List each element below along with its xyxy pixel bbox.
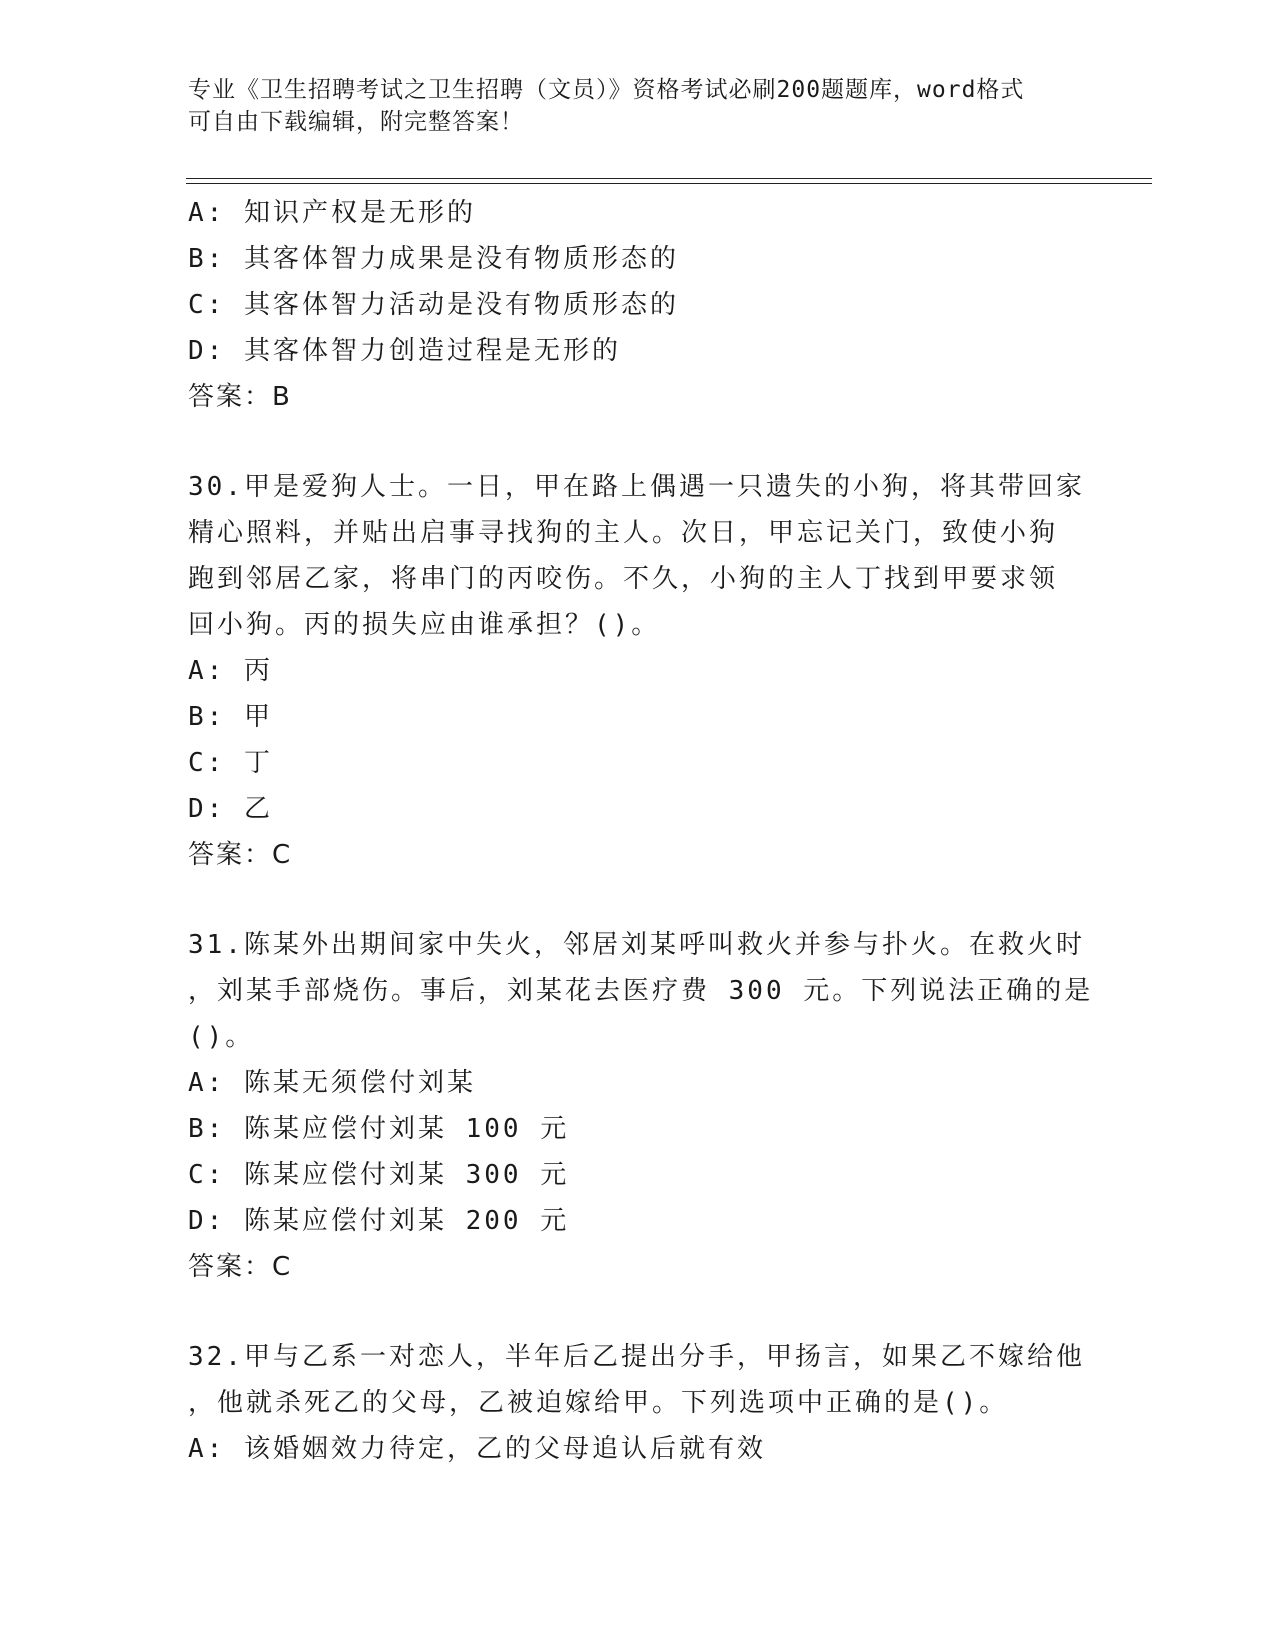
- question-block: [188, 190, 1088, 420]
- option-a: A: 知识产权是无形的: [188, 198, 476, 228]
- option-b: B: 甲: [188, 702, 273, 732]
- document-header: [188, 74, 1088, 138]
- question-stem-line: 31.陈某外出期间家中失火，邻居刘某呼叫救火并参与扑火。在救火时: [188, 930, 1085, 960]
- option-a: A: 该婚姻效力待定，乙的父母追认后就有效: [188, 1434, 766, 1464]
- question-stem-line: 32.甲与乙系一对恋人，半年后乙提出分手，甲扬言，如果乙不嫁给他: [188, 1342, 1085, 1372]
- answer-line: 答案：C: [188, 1252, 293, 1282]
- question-stem-line: ()。: [188, 1022, 255, 1052]
- question-stem-line: 30.甲是爱狗人士。一日，甲在路上偶遇一只遗失的小狗，将其带回家: [188, 472, 1085, 502]
- question-block: [188, 1334, 1088, 1472]
- option-c: C: 陈某应偿付刘某 300 元: [188, 1160, 570, 1190]
- option-c: C: 其客体智力活动是没有物质形态的: [188, 290, 679, 320]
- question-stem-line: 精心照料，并贴出启事寻找狗的主人。次日，甲忘记关门，致使小狗: [188, 518, 1059, 548]
- header-divider-top: [186, 178, 1152, 179]
- question-stem-line: 回小狗。丙的损失应由谁承担？()。: [188, 610, 661, 640]
- option-a: A: 陈某无须偿付刘某: [188, 1068, 476, 1098]
- question-list: [188, 190, 1094, 1472]
- header-line-1: 专业《卫生招聘考试之卫生招聘（文员）》资格考试必刷200题题库，word格式: [188, 77, 1025, 103]
- option-d: D: 陈某应偿付刘某 200 元: [188, 1206, 570, 1236]
- option-c: C: 丁: [188, 748, 273, 778]
- answer-line: 答案：C: [188, 840, 293, 870]
- header-divider-bottom: [186, 183, 1152, 184]
- answer-line: 答案：B: [188, 382, 292, 412]
- option-b: B: 陈某应偿付刘某 100 元: [188, 1114, 570, 1144]
- question-stem-line: ，他就杀死乙的父母，乙被迫嫁给甲。下列选项中正确的是()。: [188, 1388, 1009, 1418]
- header-line-2: 可自由下载编辑，附完整答案！: [188, 109, 524, 135]
- option-a: A: 丙: [188, 656, 273, 686]
- question-stem-line: 跑到邻居乙家，将串门的丙咬伤。不久，小狗的主人丁找到甲要求领: [188, 564, 1059, 594]
- option-b: B: 其客体智力成果是没有物质形态的: [188, 244, 679, 274]
- question-block: [188, 464, 1088, 878]
- option-d: D: 乙: [188, 794, 273, 824]
- question-block: [188, 922, 1094, 1290]
- option-d: D: 其客体智力创造过程是无形的: [188, 336, 621, 366]
- question-stem-line: ，刘某手部烧伤。事后，刘某花去医疗费 300 元。下列说法正确的是: [188, 976, 1094, 1006]
